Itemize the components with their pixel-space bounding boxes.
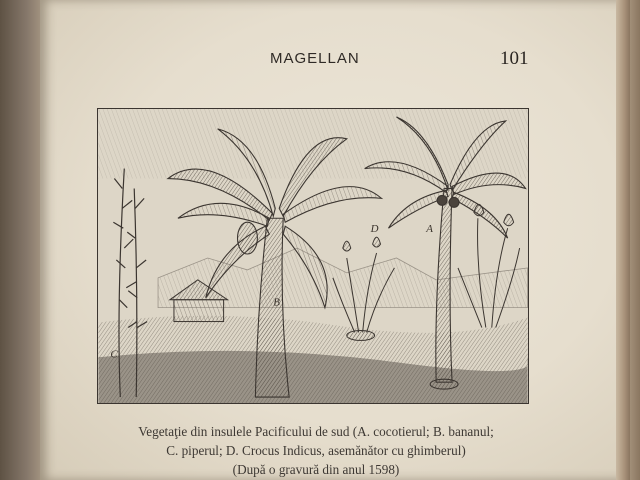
page-number: 101 (500, 48, 529, 69)
plate-letter-a: A (426, 223, 433, 236)
page-edge-shadow (616, 0, 630, 480)
caption-line: (După o gravură din anul 1598) (232, 462, 400, 477)
caption-line: Vegetaţie din insulele Pacificului de sud (A. cocotierul; B. bananul; (138, 424, 494, 439)
plate-letter-c: C (110, 348, 118, 361)
caption-line: C. piperul; D. Crocus Indicus, asemănător cu ghimberul) (166, 443, 466, 458)
engraving-illustration (97, 108, 529, 404)
running-head: MAGELLAN (270, 50, 360, 67)
left-page-edge (0, 0, 44, 480)
plate-letter-d: D (370, 223, 379, 236)
plate-letter-b: B (273, 296, 280, 309)
engraving-drawing (98, 109, 528, 403)
figure-caption (92, 422, 540, 479)
